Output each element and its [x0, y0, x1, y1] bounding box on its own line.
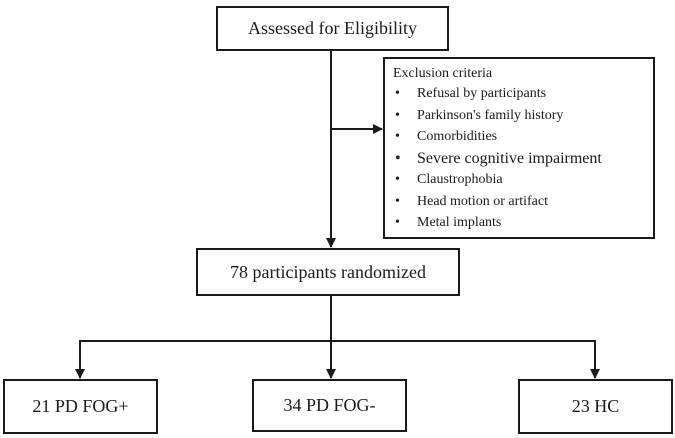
assessed-box	[216, 6, 449, 51]
exclusion-item-label: Comorbidities	[417, 129, 498, 144]
exclusion-item-label: Parkinson's family history	[417, 107, 564, 123]
exclusion-item-label: Severe cognitive impairment	[417, 149, 602, 167]
exclusion-item-label: Head motion or artifact	[417, 193, 549, 209]
group-label: 23 HC	[571, 396, 620, 416]
exclusion-item-label: Claustrophobia	[417, 172, 503, 187]
randomized-label: 78 participants randomized	[230, 261, 426, 282]
assessed-label: Assessed for Eligibility	[248, 18, 417, 38]
bullet-icon: •	[395, 107, 400, 123]
bullet-icon: •	[395, 172, 400, 187]
exclusion-item-label: Metal implants	[417, 215, 502, 230]
group-box-pd-fog-plus	[3, 379, 158, 434]
exclusion-list	[393, 83, 647, 234]
bullet-icon: •	[395, 215, 400, 230]
exclusion-box	[383, 57, 655, 239]
exclusion-item	[393, 105, 647, 127]
randomized-box	[196, 248, 460, 296]
exclusion-item	[393, 191, 647, 213]
bullet-icon: •	[395, 129, 400, 144]
bullet-icon: •	[395, 149, 401, 167]
exclusion-item	[393, 148, 647, 170]
exclusion-item	[393, 83, 647, 105]
bullet-icon: •	[395, 193, 400, 209]
exclusion-title: Exclusion criteria	[393, 66, 493, 81]
exclusion-item	[393, 212, 647, 234]
exclusion-item	[393, 126, 647, 148]
group-label: 21 PD FOG+	[32, 396, 129, 416]
exclusion-item	[393, 169, 647, 191]
group-box-hc	[518, 379, 673, 434]
bullet-icon: •	[395, 86, 400, 101]
group-box-pd-fog-minus	[252, 379, 407, 432]
group-label: 34 PD FOG-	[283, 395, 376, 415]
exclusion-item-label: Refusal by participants	[417, 86, 547, 101]
